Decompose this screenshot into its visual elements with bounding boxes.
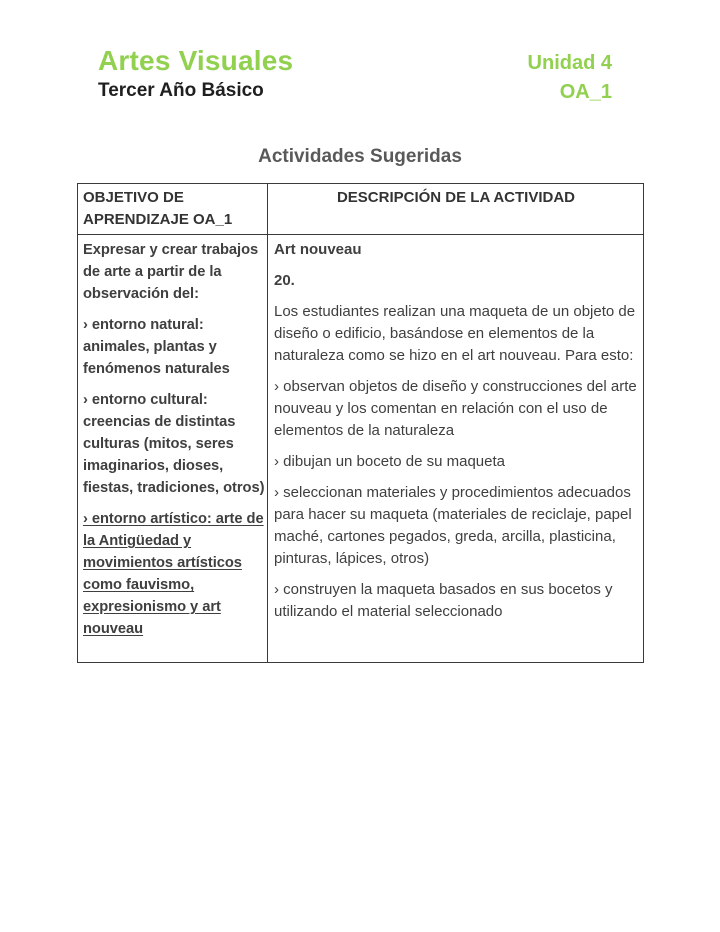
header-right-block [528,49,612,107]
activity-intro: Los estudiantes realizan una maqueta de un objeto de diseño o edificio, basándose en elementos de la naturaleza como se hizo en el art nouveau. Para esto: [274,303,636,364]
activities-table [77,183,644,663]
objective-item-cultural: › entorno cultural: creencias de distintas culturas (mitos, seres imaginarios, dioses, fiestas, tradiciones, otros) [83,392,265,496]
grade-level: Tercer Año Básico [98,80,264,101]
column-header-description: DESCRIPCIÓN DE LA ACTIVIDAD [268,184,644,235]
document-header [98,45,612,107]
table-body-row [78,235,644,663]
activity-number: 20. [274,272,295,289]
objective-intro: Expresar y crear trabajos de arte a partir de la observación del: [83,242,259,302]
activity-step-observe: › observan objetos de diseño y construcciones del arte nouveau y los comentan en relación con el uso de elementos de la naturaleza [274,378,637,439]
column-header-objective: OBJETIVO DE APRENDIZAJE OA_1 [78,184,268,235]
unit-label: Unidad 4 [527,52,612,74]
activity-heading: Art nouveau [274,241,362,258]
activity-step-build: › construyen la maqueta basados en sus bocetos y utilizando el material seleccionado [274,581,613,620]
activity-cell [268,235,644,663]
header-left-block [98,45,293,102]
objective-item-artistic: › entorno artístico: arte de la Antigüedad y movimientos artísticos como fauvismo, expresionismo y art nouveau [83,511,264,637]
page-title: Actividades Sugeridas [258,146,462,167]
table-header-row [78,184,644,235]
objective-cell [78,235,268,663]
objective-item-natural: › entorno natural: animales, plantas y fenómenos naturales [83,317,230,377]
activity-step-materials: › seleccionan materiales y procedimientos adecuados para hacer su maqueta (materiales de reciclaje, papel maché, cartones pegados, greda, arcilla, plasticina, pinturas, lápices, otros) [274,484,632,567]
activity-step-sketch: › dibujan un boceto de su maqueta [274,453,505,470]
course-title: Artes Visuales [98,45,294,76]
oa-label: OA_1 [559,81,612,103]
